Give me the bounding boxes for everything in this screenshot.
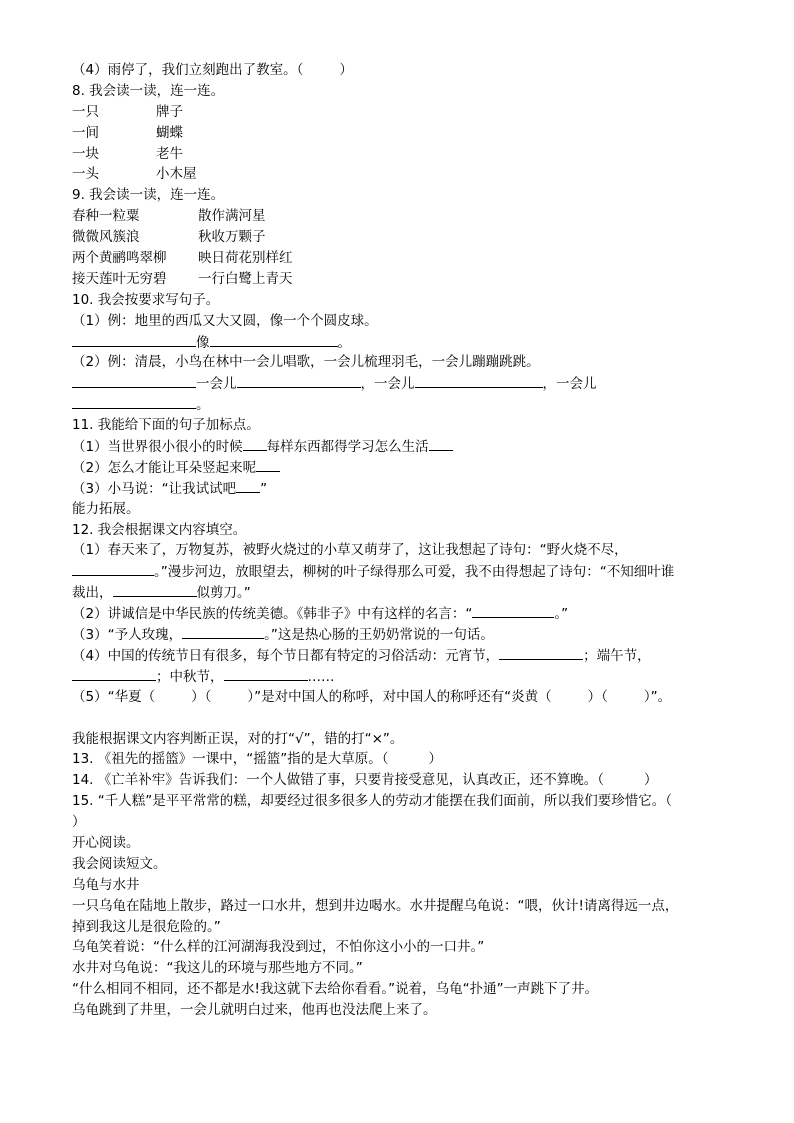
- q8-row: 一只 牌子: [72, 103, 183, 120]
- punctuation-blank[interactable]: [243, 436, 267, 451]
- q12-2: （2）讲诚信是中华民族的传统美德。《韩非子》中有这样的名言：“ 。”: [72, 603, 722, 624]
- q15-cont: ）: [72, 814, 86, 831]
- q8-row: 一头 小木屋: [72, 166, 197, 183]
- punctuation-blank[interactable]: [236, 478, 260, 493]
- worksheet-page: [72, 60, 722, 1021]
- q8-row: 一块 老牛: [72, 145, 183, 162]
- q9-row: 春种一粒粟 散作满河星: [72, 208, 266, 225]
- punctuation-blank[interactable]: [256, 457, 280, 472]
- answer-blank[interactable]: [72, 373, 196, 388]
- answer-blank[interactable]: [72, 394, 196, 409]
- story-line: 掉到我这儿是很危险的。”: [72, 918, 221, 935]
- q10-example-2: （2）例：清晨，小鸟在林中一会儿唱歌，一会儿梳理羽毛，一会儿蹦蹦跳跳。: [72, 354, 540, 371]
- q7-4-line: （4）雨停了，我们立刻跑出了教室。（ ）: [72, 62, 353, 78]
- story-line: 一只乌龟在陆地上散步，路过一口水井，想到井边喝水。水井提醒乌龟说：“喂，伙计!请离得远一点，: [72, 897, 679, 914]
- q10-answer-1: 像 。: [72, 332, 722, 353]
- story-line: 乌龟跳到了井里，一会儿就明白过来，他再也没法爬上来了。: [72, 1002, 437, 1019]
- q12-4: （4）中国的传统节日有很多，每个节日都有特定的习俗活动：元宵节， ；端午节，: [72, 645, 722, 666]
- q10-answer-2-cont: 。: [72, 394, 722, 415]
- punctuation-blank[interactable]: [429, 436, 453, 451]
- reading-intro: 我会阅读短文。: [72, 855, 167, 872]
- q12-4-cont: ；中秋节， ……: [72, 666, 722, 687]
- q12-1-line-a: （1）春天来了，万物复苏，被野火烧过的小草又萌芽了，这让我想起了诗句：“野火烧不尽，: [72, 542, 628, 559]
- answer-blank[interactable]: [113, 582, 197, 597]
- q15: 15. “千人糕”是平平常常的糕，却要经过很多很多人的劳动才能摆在我们面前，所以我们要珍惜它。（: [72, 793, 672, 810]
- q11-sentence-1: （1）当世界很小很小的时候 每样东西都得学习怎么生活: [72, 436, 722, 457]
- q10-title: 10. 我会按要求写句子。: [72, 291, 220, 308]
- answer-blank[interactable]: [182, 624, 264, 639]
- answer-blank[interactable]: [210, 332, 338, 347]
- answer-blank[interactable]: [72, 666, 156, 681]
- q8-row: 一间 蝴蝶: [72, 124, 183, 141]
- q9-title: 9. 我会读一读，连一连。: [72, 187, 225, 204]
- q11-sentence-3: （3）小马说：“让我试试吧 ”: [72, 478, 722, 499]
- answer-blank[interactable]: [499, 645, 583, 660]
- answer-blank[interactable]: [472, 603, 554, 618]
- q11-title: 11. 我能给下面的句子加标点。: [72, 417, 260, 434]
- q9-row: 接天莲叶无穷碧 一行白鹭上青天: [72, 270, 293, 287]
- answer-blank[interactable]: [72, 561, 154, 576]
- q12-5: （5）“华夏（ ）（ ）”是对中国人的称呼，对中国人的称呼还有“炎黄（ ）（ ）”。: [72, 688, 672, 705]
- judge-intro: 我能根据课文内容判断正误，对的打“√”，错的打“×”。: [72, 730, 404, 747]
- q10-example-1: （1）例：地里的西瓜又大又圆，像一个个圆皮球。: [72, 312, 378, 329]
- story-line: “什么相同不相同，还不都是水!我这就下去给你看看。”说着，乌龟“扑通”一声跳下了井。: [72, 981, 599, 998]
- q9-row: 两个黄鹂鸣翠柳 映日荷花别样红: [72, 250, 293, 267]
- q12-1-line-b: 。”漫步河边，放眼望去，柳树的叶子绿得那么可爱，我不由得想起了诗句：“不知细叶谁: [72, 561, 722, 582]
- section-reading: 开心阅读。: [72, 834, 140, 851]
- q11-sentence-2: （2）怎么才能让耳朵竖起来呢: [72, 457, 722, 478]
- story-line: 乌龟笑着说：“什么样的江河湖海我没到过，不怕你这小小的一口井。”: [72, 939, 485, 956]
- story-line: 水井对乌龟说：“我这儿的环境与那些地方不同。”: [72, 960, 363, 977]
- q9-row: 微微风簇浪 秋收万颗子: [72, 229, 266, 246]
- q10-answer-2: 一会儿 ，一会儿 ，一会儿: [72, 373, 722, 394]
- answer-blank[interactable]: [72, 332, 196, 347]
- story-title: 乌龟与水井: [72, 876, 140, 893]
- section-ability: 能力拓展。: [72, 500, 140, 517]
- q12-3: （3）“予人玫瑰， 。”这是热心肠的王奶奶常说的一句话。: [72, 624, 722, 645]
- q12-1-line-c: 裁出， 似剪刀。”: [72, 582, 722, 603]
- answer-blank[interactable]: [415, 373, 543, 388]
- q12-title: 12. 我会根据课文内容填空。: [72, 521, 247, 538]
- q13: 13. 《祖先的摇篮》一课中，“摇篮”指的是大草原。（ ）: [72, 751, 442, 768]
- answer-blank[interactable]: [237, 373, 361, 388]
- answer-blank[interactable]: [224, 666, 308, 681]
- q14: 14. 《亡羊补牢》告诉我们：一个人做错了事，只要肯接受意见，认真改正，还不算晚。（ ）: [72, 772, 658, 789]
- q8-title: 8. 我会读一读，连一连。: [72, 82, 225, 99]
